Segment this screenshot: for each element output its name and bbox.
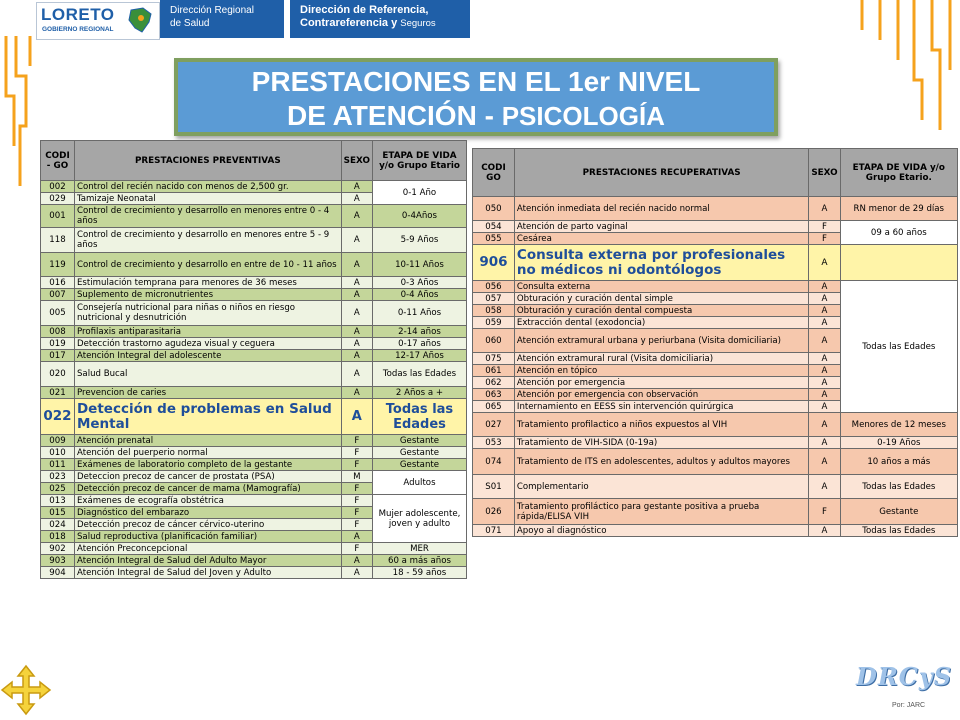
cell-service: Atención por emergencia [514, 377, 808, 389]
cell-service: Atención del puerperio normal [74, 447, 341, 459]
cell-stage: 0-3 Años [372, 277, 466, 289]
cell-code: 118 [41, 228, 75, 253]
org-label-direccion-regional [160, 0, 284, 38]
cell-code: 019 [41, 338, 75, 350]
cell-service: Consejería nutricional para niñas o niños en riesgo nutricional y desnutrición [74, 301, 341, 326]
cell-stage: Gestante [372, 447, 466, 459]
cell-code: 071 [473, 525, 515, 537]
cell-sex: F [341, 483, 372, 495]
title-line2 [178, 99, 774, 133]
cell-sex: A [809, 305, 840, 317]
cell-code: 020 [41, 362, 75, 387]
cell-code: 075 [473, 353, 515, 365]
title-line2a: DE ATENCIÓN - [287, 100, 502, 131]
org2-line2b: Seguros [400, 18, 436, 29]
cell-service: Tratamiento de ITS en adolescentes, adultos y adultos mayores [514, 449, 808, 475]
org2-line2 [300, 17, 460, 30]
table-row [41, 277, 467, 289]
cell-stage: Adultos [372, 471, 466, 495]
column-header-service: PRESTACIONES PREVENTIVAS [74, 141, 341, 181]
loreto-logo [36, 2, 160, 40]
table-row [41, 543, 467, 555]
cell-sex: A [809, 281, 840, 293]
cell-service: Internamiento en EESS sin intervención quirúrgica [514, 401, 808, 413]
cell-code: 906 [473, 245, 515, 281]
table-row [41, 181, 467, 193]
cell-service: Detección precoz de cáncer cérvico-uterino [74, 519, 341, 531]
cell-service: Control de crecimiento y desarrollo en menores entre 5 - 9 años [74, 228, 341, 253]
cell-sex: A [341, 228, 372, 253]
cell-sex: A [341, 253, 372, 277]
cell-code: 018 [41, 531, 75, 543]
cell-sex: F [341, 507, 372, 519]
cell-sex: A [809, 437, 840, 449]
cell-code: 017 [41, 350, 75, 362]
cell-stage: 60 a más años [372, 555, 466, 567]
cell-service: Deteccion precoz de cancer de prostata (PSA) [74, 471, 341, 483]
cell-service: Tratamiento profiláctico para gestante positiva a prueba rápida/ELISA VIH [514, 499, 808, 525]
column-header-stage: ETAPA DE VIDA y/o Grupo Etario [372, 141, 466, 181]
cell-stage: Todas las Edades [840, 525, 957, 537]
cell-stage: Todas las Edades [372, 399, 466, 435]
column-header-sex: SEXO [809, 149, 840, 197]
cell-code: 013 [41, 495, 75, 507]
column-header-code: CODI - GO [41, 141, 75, 181]
cell-code: 053 [473, 437, 515, 449]
table-row [41, 205, 467, 228]
table-row [41, 289, 467, 301]
table-row-highlighted [41, 399, 467, 435]
cell-stage: Todas las Edades [372, 362, 466, 387]
cell-code: 005 [41, 301, 75, 326]
cell-stage: 0-4Años [372, 205, 466, 228]
cell-stage: 0-1 Año [372, 181, 466, 205]
cell-service: Exámenes de ecografía obstétrica [74, 495, 341, 507]
cell-sex: A [809, 197, 840, 221]
cell-sex: A [809, 329, 840, 353]
cell-stage: RN menor de 29 días [840, 197, 957, 221]
cell-service: Control de crecimiento y desarrollo en entre de 10 - 11 años [74, 253, 341, 277]
logo-main-text: LORETO [41, 5, 115, 24]
org1-line1: Dirección Regional [170, 5, 254, 16]
cell-stage: 09 a 60 años [840, 221, 957, 245]
table-row [473, 525, 958, 537]
cell-stage: 0-17 años [372, 338, 466, 350]
cell-service: Obturación y curación dental compuesta [514, 305, 808, 317]
cell-service: Prevencion de caries [74, 387, 341, 399]
cell-service: Tratamiento de VIH-SIDA (0-19a) [514, 437, 808, 449]
cell-sex: M [341, 471, 372, 483]
cell-sex: A [341, 362, 372, 387]
table-row [41, 555, 467, 567]
table-row [473, 197, 958, 221]
cell-stage: Mujer adolescente, joven y adulto [372, 495, 466, 543]
table-row [41, 338, 467, 350]
cell-code: 007 [41, 289, 75, 301]
cell-code: 022 [41, 399, 75, 435]
cell-service: Atención en tópico [514, 365, 808, 377]
cell-service: Atención de parto vaginal [514, 221, 808, 233]
slide-title [174, 58, 778, 136]
title-line2b: PSICOLOGÍA [501, 101, 665, 131]
cell-sex: A [341, 326, 372, 338]
cell-service: Atención por emergencia con observación [514, 389, 808, 401]
cell-code: 026 [473, 499, 515, 525]
cell-service: Control del recién nacido con menos de 2,500 gr. [74, 181, 341, 193]
table-header-row [41, 141, 467, 181]
cell-stage: MER [372, 543, 466, 555]
table-row [41, 435, 467, 447]
cell-sex: F [341, 519, 372, 531]
cell-sex: F [341, 435, 372, 447]
cell-code: 060 [473, 329, 515, 353]
cell-code: 056 [473, 281, 515, 293]
cell-service: Detección trastorno agudeza visual y ceguera [74, 338, 341, 350]
cell-code: 902 [41, 543, 75, 555]
cell-stage: 18 - 59 años [372, 567, 466, 579]
cell-code: 010 [41, 447, 75, 459]
cell-code: 025 [41, 483, 75, 495]
cell-service: Detección de problemas en Salud Mental [74, 399, 341, 435]
cell-stage: 5-9 Años [372, 228, 466, 253]
cell-sex: A [341, 399, 372, 435]
cell-service: Tamizaje Neonatal [74, 193, 341, 205]
cell-sex: A [809, 353, 840, 365]
cell-service: Atención extramural urbana y periurbana (Visita domiciliaria) [514, 329, 808, 353]
cell-service: Cesárea [514, 233, 808, 245]
cell-sex: A [341, 289, 372, 301]
column-header-sex: SEXO [341, 141, 372, 181]
cell-stage: Gestante [372, 435, 466, 447]
table-header-row [473, 149, 958, 197]
cell-service: Salud Bucal [74, 362, 341, 387]
cell-code: 054 [473, 221, 515, 233]
cell-sex: A [809, 475, 840, 499]
cell-stage: 2 Años a + [372, 387, 466, 399]
cell-sex: A [341, 555, 372, 567]
cell-code: 058 [473, 305, 515, 317]
table-row [41, 495, 467, 507]
cell-service: Suplemento de micronutrientes [74, 289, 341, 301]
cell-service: Atención inmediata del recién nacido normal [514, 197, 808, 221]
org2-line2a: Contrareferencia y [300, 17, 401, 29]
table-row [41, 471, 467, 483]
cell-service: Consulta externa [514, 281, 808, 293]
cell-service: Atención Integral de Salud del Adulto Mayor [74, 555, 341, 567]
cell-stage: Menores de 12 meses [840, 413, 957, 437]
cell-stage: 12-17 Años [372, 350, 466, 362]
cell-stage: Gestante [840, 499, 957, 525]
cell-stage: Todas las Edades [840, 281, 957, 413]
cell-code: 029 [41, 193, 75, 205]
cell-sex: A [341, 301, 372, 326]
navigation-arrows-icon[interactable] [0, 664, 52, 716]
cell-sex: A [341, 181, 372, 193]
cell-code: 011 [41, 459, 75, 471]
table-row [41, 350, 467, 362]
cell-sex: A [809, 401, 840, 413]
cell-sex: F [341, 495, 372, 507]
cell-service: Exámenes de laboratorio completo de la gestante [74, 459, 341, 471]
cell-service: Obturación y curación dental simple [514, 293, 808, 305]
cell-code: 059 [473, 317, 515, 329]
cell-service: Estimulación temprana para menores de 36 meses [74, 277, 341, 289]
cell-sex: F [809, 221, 840, 233]
cell-service: Atención Preconcepcional [74, 543, 341, 555]
cell-code: 027 [473, 413, 515, 437]
cell-sex: A [341, 205, 372, 228]
cell-sex: F [341, 543, 372, 555]
cell-sex: A [809, 525, 840, 537]
cell-sex: A [809, 365, 840, 377]
cell-sex: A [809, 449, 840, 475]
cell-sex: A [341, 531, 372, 543]
cell-code: 021 [41, 387, 75, 399]
cell-service: Profilaxis antiparasitaria [74, 326, 341, 338]
table-row [473, 413, 958, 437]
table-row [41, 459, 467, 471]
table-row [473, 281, 958, 293]
table-row [41, 362, 467, 387]
cell-sex: A [341, 193, 372, 205]
cell-code: 009 [41, 435, 75, 447]
column-header-service: PRESTACIONES RECUPERATIVAS [514, 149, 808, 197]
cell-sex: A [809, 245, 840, 281]
table-row [41, 253, 467, 277]
cell-service: Diagnóstico del embarazo [74, 507, 341, 519]
cell-sex: A [341, 277, 372, 289]
cell-code: 903 [41, 555, 75, 567]
table-row-highlighted [473, 245, 958, 281]
cell-service: Detección precoz de cancer de mama (Mamografía) [74, 483, 341, 495]
cell-service: Consulta externa por profesionales no médicos ni odontólogos [514, 245, 808, 281]
table-row [473, 437, 958, 449]
cell-code: 062 [473, 377, 515, 389]
cell-sex: F [341, 447, 372, 459]
cell-code: 023 [41, 471, 75, 483]
cell-stage: 0-19 Años [840, 437, 957, 449]
cell-code: 050 [473, 197, 515, 221]
cell-code: 065 [473, 401, 515, 413]
cell-sex: A [341, 567, 372, 579]
table-row [41, 447, 467, 459]
cell-sex: A [341, 338, 372, 350]
cell-stage: Todas las Edades [840, 475, 957, 499]
cell-code: 002 [41, 181, 75, 193]
cell-service: Complementario [514, 475, 808, 499]
column-header-stage: ETAPA DE VIDA y/o Grupo Etario. [840, 149, 957, 197]
author-credit: Por: JARC [892, 702, 926, 709]
table-row [473, 499, 958, 525]
cell-stage: 2-14 años [372, 326, 466, 338]
region-map-icon [125, 6, 155, 34]
decorative-lines-right [852, 0, 960, 140]
brand-logo: DRCyS [856, 662, 953, 691]
table-row [473, 221, 958, 233]
table-row [41, 301, 467, 326]
cell-sex: F [341, 459, 372, 471]
cell-code: 055 [473, 233, 515, 245]
logo-sub-text: GOBIERNO REGIONAL [42, 26, 114, 33]
cell-sex: A [341, 350, 372, 362]
preventive-services-table [40, 140, 467, 579]
cell-service: Extracción dental (exodoncia) [514, 317, 808, 329]
cell-code: 904 [41, 567, 75, 579]
cell-stage-empty [840, 245, 957, 281]
cell-sex: F [809, 499, 840, 525]
cell-service: Atención extramural rural (Visita domiciliaria) [514, 353, 808, 365]
cell-stage: Gestante [372, 459, 466, 471]
org1-line2: de Salud [170, 18, 210, 29]
cell-sex: A [809, 389, 840, 401]
cell-sex: A [809, 293, 840, 305]
cell-service: Tratamiento profilactico a niños expuestos al VIH [514, 413, 808, 437]
cell-service: Salud reproductiva (planificación familiar) [74, 531, 341, 543]
cell-code: 063 [473, 389, 515, 401]
cell-sex: A [341, 387, 372, 399]
cell-code: 061 [473, 365, 515, 377]
cell-sex: A [809, 413, 840, 437]
cell-code: 008 [41, 326, 75, 338]
table-row [41, 326, 467, 338]
cell-code: S01 [473, 475, 515, 499]
table-row [473, 475, 958, 499]
cell-code: 015 [41, 507, 75, 519]
cell-code: 057 [473, 293, 515, 305]
cell-sex: A [809, 317, 840, 329]
table-row [41, 567, 467, 579]
cell-service: Apoyo al diagnóstico [514, 525, 808, 537]
cell-service: Atención Integral del adolescente [74, 350, 341, 362]
cell-stage: 0-4 Años [372, 289, 466, 301]
org2-line1: Dirección de Referencia, [300, 4, 429, 16]
cell-stage: 0-11 Años [372, 301, 466, 326]
table-row [41, 228, 467, 253]
cell-sex: A [809, 377, 840, 389]
column-header-code: CODI GO [473, 149, 515, 197]
title-line1: PRESTACIONES EN EL 1er NIVEL [251, 66, 701, 97]
recovery-services-table [472, 148, 958, 537]
cell-service: Control de crecimiento y desarrollo en menores entre 0 - 4 años [74, 205, 341, 228]
cell-service: Atención Integral de Salud del Joven y Adulto [74, 567, 341, 579]
table-row [41, 387, 467, 399]
top-header-bar [0, 0, 960, 40]
cell-code: 119 [41, 253, 75, 277]
decorative-lines-left [0, 36, 44, 196]
cell-stage: 10 años a más [840, 449, 957, 475]
cell-code: 024 [41, 519, 75, 531]
cell-stage: 10-11 Años [372, 253, 466, 277]
cell-service: Atención prenatal [74, 435, 341, 447]
cell-code: 001 [41, 205, 75, 228]
cell-code: 074 [473, 449, 515, 475]
cell-code: 016 [41, 277, 75, 289]
org-label-direccion-referencia [290, 0, 470, 38]
cell-sex: F [809, 233, 840, 245]
table-row [473, 449, 958, 475]
